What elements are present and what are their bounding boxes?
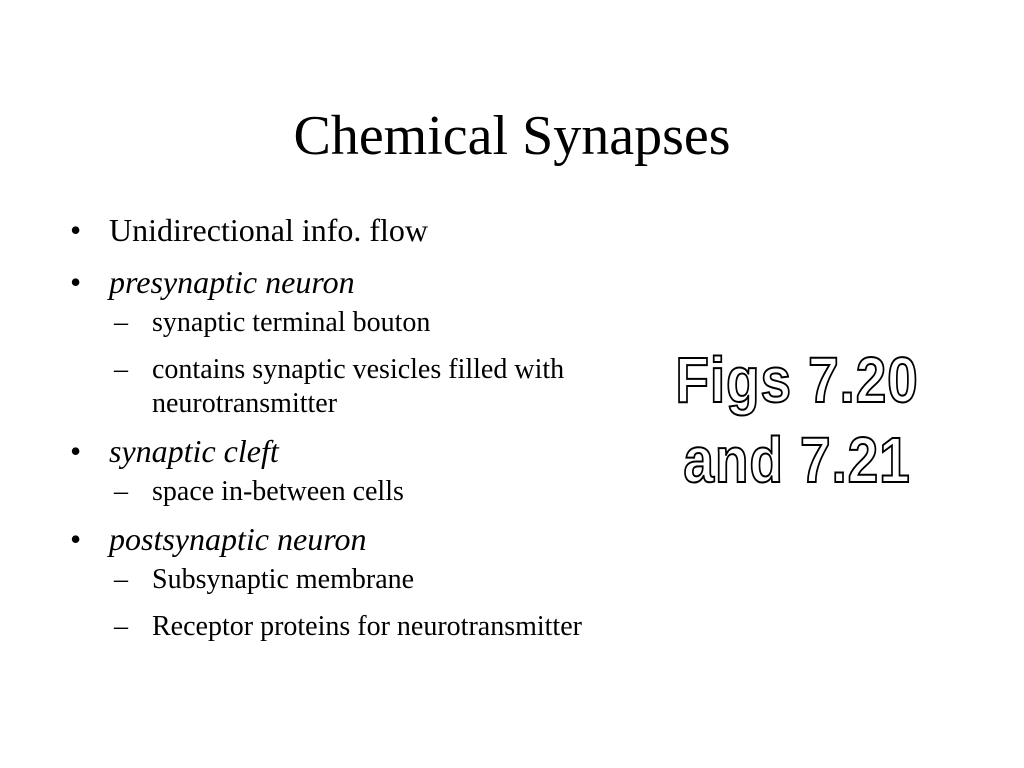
sub-bullet-item [108, 563, 626, 597]
bullet-text: postsynaptic neuron [109, 521, 367, 557]
dash-glyph: – [114, 611, 128, 642]
bullet-text: presynaptic neuron [109, 264, 355, 300]
sub-bullet-list [109, 306, 626, 421]
bullet-glyph: • [70, 433, 82, 469]
bullet-item-synaptic-cleft [66, 429, 626, 509]
dash-glyph: – [114, 354, 128, 385]
bullet-text: Unidirectional info. flow [109, 212, 429, 248]
sub-bullet-text: contains synaptic vesicles filled with neurotransmitter [152, 354, 565, 419]
sub-bullet-item [108, 306, 626, 340]
bullet-glyph: • [70, 521, 82, 557]
sub-bullet-item [108, 610, 626, 644]
bullet-item-unidirectional [66, 208, 626, 252]
sub-bullet-text: Receptor proteins for neurotransmitter [152, 611, 582, 642]
figure-reference-note [655, 340, 939, 500]
bullet-item-presynaptic [66, 260, 626, 421]
dash-glyph: – [114, 476, 128, 507]
bullet-glyph: • [70, 212, 82, 248]
sub-bullet-item [108, 353, 626, 421]
sub-bullet-text: Subsynaptic membrane [152, 564, 415, 595]
sub-bullet-item [108, 475, 626, 509]
slide-title: Chemical Synapses [293, 105, 731, 167]
bullet-item-postsynaptic [66, 517, 626, 644]
sub-bullet-text: space in-between cells [152, 476, 404, 507]
bullet-glyph: • [70, 264, 82, 300]
sub-bullet-list [109, 475, 626, 509]
dash-glyph: – [114, 307, 128, 338]
sub-bullet-list [109, 563, 626, 644]
bullet-list [66, 208, 626, 644]
sub-bullet-text: synaptic terminal bouton [152, 307, 431, 338]
figure-note-line-1: Figs 7.20 [675, 344, 919, 416]
dash-glyph: – [114, 564, 128, 595]
figure-note-line-2: and 7.21 [683, 424, 911, 496]
bullet-text: synaptic cleft [109, 433, 279, 469]
